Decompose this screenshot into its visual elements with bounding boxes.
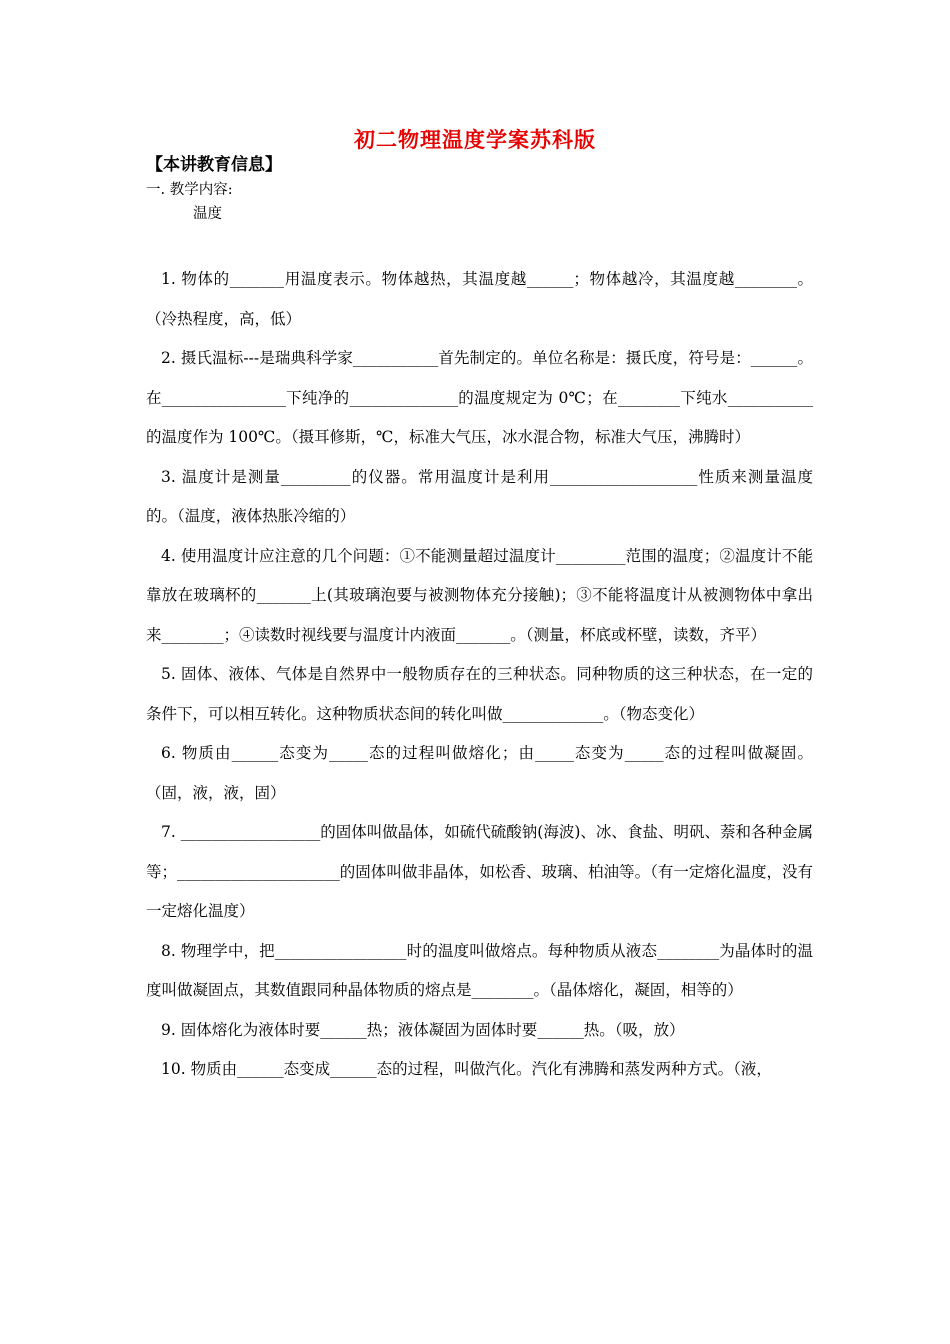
topic-label: 温度 [193,206,222,222]
section-heading: 【本讲教育信息】 [146,155,282,175]
exercise-item-3: 3. 温度计是测量_________的仪器。常用温度计是利用___________________性质来测量温度的。（温度，液体热胀冷缩的） [146,467,813,525]
subheading: 一. 教学内容: [146,182,233,198]
exercise-item-7: 7. __________________的固体叫做晶体，如硫代硫酸钠(海波)、冰、食盐、明矾、萘和各种金属等；_____________________的固体叫做非晶体，如松香、玻璃、柏油等。（有一定熔化温度，没有一定熔化温度） [146,823,813,920]
exercise-item-10: 10. 物质由______态变成______态的过程，叫做汽化。汽化有沸腾和蒸发两种方式。（液， [161,1060,772,1078]
exercise-item-4: 4. 使用温度计应注意的几个问题：①不能测量超过温度计_________范围的温度；②温度计不能靠放在玻璃杯的_______上(其玻璃泡要与被测物体充分接触)；③不能将温度计从被测物体中拿出来________；④读数时视线要与温度计内液面_______。（测量，杯底或杯壁，读数，齐平） [146,546,813,644]
exercise-item-1: 1. 物体的_______用温度表示。物体越热，其温度越______；物体越冷，其温度越________。（冷热程度，高，低） [146,270,813,328]
exercise-item-8: 8. 物理学中，把_________________时的温度叫做熔点。每种物质从液态________为晶体时的温度叫做凝固点，其数值跟同种晶体物质的熔点是________。（晶体熔化，凝固，相等的） [146,941,813,999]
exercise-item-6: 6. 物质由______态变为_____态的过程叫做熔化；由_____态变为_____态的过程叫做凝固。（固，液，液，固） [146,744,813,802]
exercise-item-9: 9. 固体熔化为液体时要______热；液体凝固为固体时要______热。（吸，放） [161,1020,685,1039]
exercise-item-5: 5. 固体、液体、气体是自然界中一般物质存在的三种状态。同种物质的这三种状态，在一定的条件下，可以相互转化。这种物质状态间的转化叫做_____________。（物态变化） [146,665,813,723]
exercise-item-2: 2. 摄氏温标---是瑞典科学家___________首先制定的。单位名称是：摄氏度，符号是：______。在________________下纯净的______________的温度规定为 0℃；在________下纯水___________的温度作为 100℃。（摄耳修斯，℃，标准大气压，冰水混合物，标准大气压，沸腾时） [146,349,813,446]
exercise-list [146,260,813,1090]
document-title: 初二物理温度学案苏科版 [354,127,596,152]
